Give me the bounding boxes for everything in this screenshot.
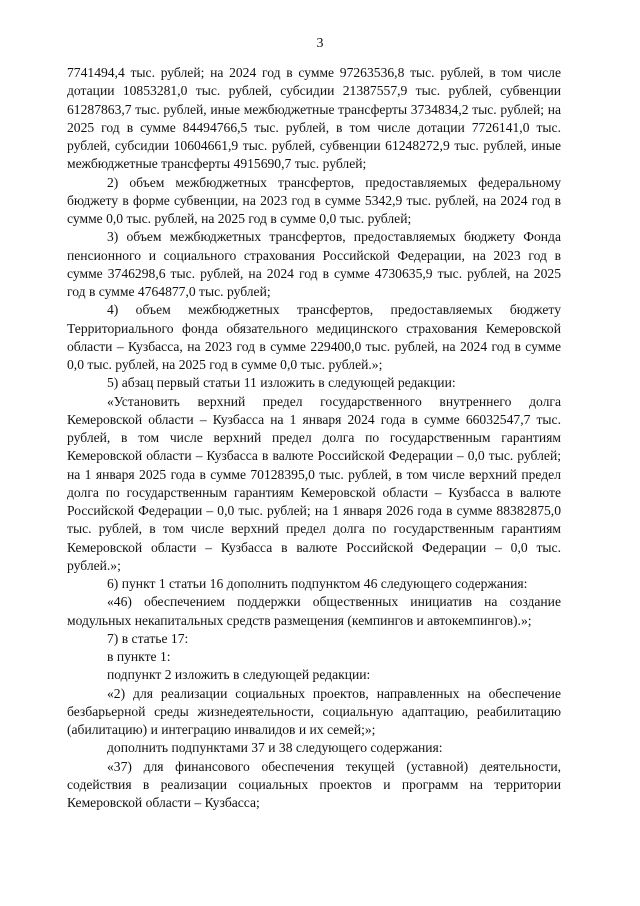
paragraph-subitems-37-38-intro: дополнить подпунктами 37 и 38 следующего содержания: bbox=[107, 740, 443, 756]
document-body bbox=[67, 64, 561, 812]
page-number: 3 bbox=[316, 36, 324, 51]
paragraph-item-2: 2) объем межбюджетных трансфертов, предоставляемых федеральному бюджету в форме субвенции, на 2023 год в сумме 5342,9 тыс. рублей, на 2024 год в сумме 0,0 тыс. рублей, на 2025 год в сумме 0,0 тыс. рублей; bbox=[67, 174, 561, 226]
paragraph-continuation: 7741494,4 тыс. рублей; на 2024 год в сумме 97263536,8 тыс. рублей, в том числе дотации 10853281,0 тыс. рублей, субсидии 21387557,9 тыс. рублей, субвенции 61287863,7 тыс. рублей, иные межбюджетные трансферты 3734834,2 тыс. рублей; на 2025 год в сумме 84494766,5 тыс. рублей, в том числе дотации 7726141,0 тыс. рублей, субсидии 10604661,9 тыс. рублей, субвенции 61248272,9 тыс. рублей, иные межбюджетные трансферты 4915690,7 тыс. рублей; bbox=[67, 65, 561, 172]
paragraph-subitem-37: «37) для финансового обеспечения текущей (уставной) деятельности, содействия в реализации социальных проектов и программ на территории Кемеровской области – Кузбасса; bbox=[67, 758, 561, 810]
paragraph-item-3: 3) объем межбюджетных трансфертов, предоставляемых бюджету Фонда пенсионного и социального страхования Российской Федерации, на 2023 год в сумме 3746298,6 тыс. рублей, на 2024 год в сумме 4730635,9 тыс. рублей, на 2025 год в сумме 4764877,0 тыс. рублей; bbox=[67, 229, 561, 299]
paragraph-item-5: 5) абзац первый статьи 11 изложить в следующей редакции: bbox=[107, 375, 456, 391]
paragraph-subitem-2-text: «2) для реализации социальных проектов, направленных на обеспечение безбарьерной среды жизнедеятельности, социальную адаптацию, реабилитацию (абилитацию) и интеграцию инвалидов и их семей;»; bbox=[67, 685, 561, 737]
paragraph-item-4: 4) объем межбюджетных трансфертов, предоставляемых бюджету Территориального фонда обязательного медицинского страхования Кемеровской области – Кузбасса, на 2023 год в сумме 229400,0 тыс. рублей, на 2024 год в сумме 0,0 тыс. рублей, на 2025 год в сумме 0,0 тыс. рублей.»; bbox=[67, 302, 561, 372]
paragraph-article-11-text: «Установить верхний предел государственного внутреннего долга Кемеровской области – Кузбасса на 1 января 2024 года в сумме 66032547,7 тыс. рублей, в том числе верхний предел долга по государственным гарантиям Кемеровской области – Кузбасса в валюте Российской Федерации – 0,0 тыс. рублей; на 1 января 2025 года в сумме 70128395,0 тыс. рублей, в том числе верхний предел долга по государственным гарантиям Кемеровской области – Кузбасса в валюте Российской Федерации – 0,0 тыс. рублей; на 1 января 2026 года в сумме 88382875,0 тыс. рублей, в том числе верхний предел долга по государственным гарантиям Кемеровской области – Кузбасса в валюте Российской Федерации – 0,0 тыс. рублей.»; bbox=[67, 393, 561, 573]
paragraph-item-7: 7) в статье 17: bbox=[107, 630, 189, 646]
paragraph-subitem-2-intro: подпункт 2 изложить в следующей редакции: bbox=[107, 667, 371, 683]
paragraph-item-6: 6) пункт 1 статьи 16 дополнить подпунктом 46 следующего содержания: bbox=[107, 576, 528, 591]
paragraph-subitem-46: «46) обеспечением поддержки общественных инициатив на создание модульных некапитальных средств размещения (кемпингов и автокемпингов).»; bbox=[67, 594, 561, 628]
paragraph-point-1: в пункте 1: bbox=[107, 649, 171, 664]
